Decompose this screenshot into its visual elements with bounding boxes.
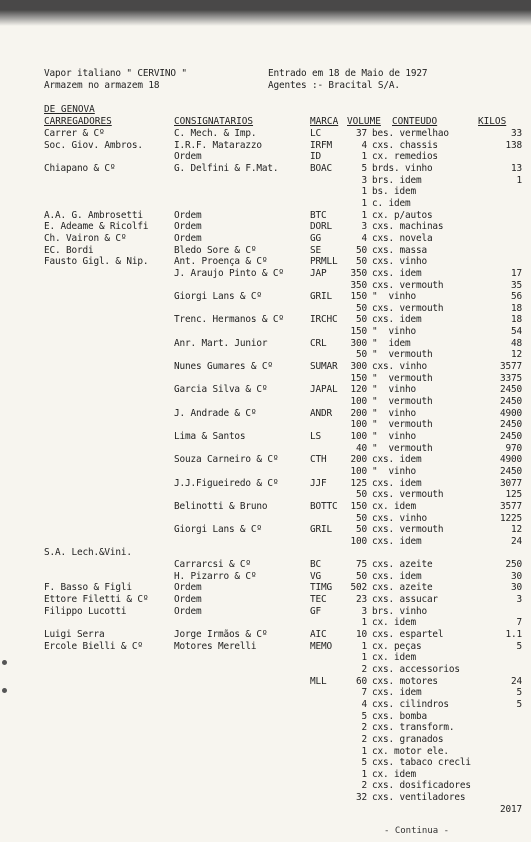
row-kilos: 35 [511, 279, 522, 291]
row-kilos: 7 [516, 617, 522, 629]
row-kilos: 18 [511, 314, 522, 326]
row-shipper: A.A. G. Ambrosetti [44, 209, 143, 221]
row-volume: 50 [356, 570, 367, 582]
port-of-origin: DE GENOVA [44, 104, 95, 115]
row-shipper: Ch. Vairon & Cº [44, 232, 127, 244]
row-content: c. idem [372, 197, 411, 209]
row-volume: 23 [356, 594, 367, 605]
row-content: cxs. idem [372, 687, 422, 699]
row-kilos: 54 [511, 326, 522, 338]
row-content: cx. idem [372, 500, 416, 512]
row-volume: 150 [350, 326, 367, 338]
row-volume: 1 [361, 617, 367, 629]
column-header-shipper: CARREGADORES [44, 116, 112, 127]
row-consignee: Ordem [174, 232, 202, 244]
row-shipper: EC. Bordi [44, 244, 94, 256]
row-kilos: 125 [505, 489, 522, 501]
row-volume: 350 [350, 267, 367, 279]
row-content: cxs. vinho [372, 361, 427, 372]
row-volume: 1 [361, 768, 367, 780]
row-content: " idem [372, 337, 411, 349]
row-shipper: Fausto Gigl. & Nip. [44, 256, 149, 268]
row-mark: BOTTC [310, 500, 338, 512]
row-content: cxs. vermouth [372, 279, 444, 291]
row-volume: 2 [361, 733, 367, 745]
row-volume: 2 [361, 663, 367, 675]
row-mark: MLL [310, 675, 327, 687]
row-content: cxs. vinho [372, 512, 427, 524]
row-kilos: 5 [516, 687, 522, 699]
row-volume: 2 [361, 722, 367, 734]
row-volume: 100 [350, 419, 367, 431]
row-volume: 2 [361, 780, 367, 792]
row-content: cxs. azeite [372, 559, 433, 570]
row-volume: 37 [356, 128, 367, 139]
row-content: cxs. bomba [372, 710, 427, 722]
row-kilos: 24 [511, 675, 522, 687]
row-consignee: Jorge Irmãos & Cº [174, 629, 268, 640]
row-volume: 50 [356, 302, 367, 314]
row-mark: BTC [310, 209, 327, 221]
row-kilos: 24 [511, 535, 522, 547]
row-kilos: 3 [516, 594, 522, 605]
row-content: cxs. tabaco crecli [372, 757, 471, 769]
row-content: cxs. vermouth [372, 302, 444, 314]
column-header-content: CONTEUDO [392, 116, 438, 127]
row-consignee: G. Delfini & F.Mat. [174, 162, 279, 174]
row-consignee: Souza Carneiro & Cº [174, 454, 279, 466]
row-consignee: I.R.F. Matarazzo [174, 139, 262, 151]
row-volume: 50 [356, 244, 367, 256]
row-volume: 50 [356, 489, 367, 501]
row-content: " vermouth [372, 349, 433, 361]
row-content: cxs. chassis [372, 139, 438, 151]
row-mark: SUMAR [310, 361, 338, 372]
row-consignee: Ordem [174, 221, 202, 233]
row-volume: 1 [361, 186, 367, 198]
row-volume: 1 [361, 197, 367, 209]
row-volume: 50 [356, 524, 367, 536]
row-content: " vinho [372, 430, 416, 442]
row-mark: VG [310, 570, 321, 582]
row-kilos: 12 [511, 524, 522, 536]
row-consignee: J.J.Figueiredo & Cº [174, 477, 279, 489]
row-kilos: 33 [511, 128, 522, 139]
row-volume: 125 [350, 477, 367, 489]
row-mark: SE [310, 244, 321, 256]
row-volume: 5 [361, 162, 367, 174]
row-kilos: 3577 [500, 361, 522, 372]
row-mark: JJF [310, 477, 327, 489]
row-content: cxs. motores [372, 675, 438, 687]
row-kilos: 2450 [500, 419, 522, 431]
row-kilos: 2450 [500, 384, 522, 396]
row-volume: 100 [350, 465, 367, 477]
row-content: cxs. vermouth [372, 489, 444, 501]
row-kilos: 2017 [500, 803, 522, 815]
row-kilos: 5 [516, 698, 522, 710]
row-consignee: Ant. Proença & Cº [174, 256, 268, 268]
row-consignee: J. Andrade & Cº [174, 407, 257, 419]
row-kilos: 3375 [500, 372, 522, 384]
row-content: cxs. transform. [372, 722, 455, 734]
row-content: cxs. cilindros [372, 698, 449, 710]
row-content: " vermouth [372, 372, 433, 384]
row-mark: CTH [310, 454, 327, 466]
row-content: " vinho [372, 465, 416, 477]
row-content: cxs. machinas [372, 221, 444, 233]
arrival-date: Entrado em 18 de Maio de 1927 [268, 68, 428, 79]
row-content: cxs. idem [372, 570, 422, 582]
row-volume: 100 [350, 395, 367, 407]
row-volume: 300 [350, 361, 367, 372]
row-kilos: 250 [505, 559, 522, 570]
row-consignee: Ordem [174, 594, 202, 605]
row-volume: 502 [350, 582, 367, 594]
row-kilos: 4900 [500, 407, 522, 419]
row-volume: 50 [356, 256, 367, 268]
row-shipper: Filippo Lucotti [44, 605, 127, 617]
row-volume: 50 [356, 314, 367, 326]
row-content: brs. idem [372, 174, 422, 186]
row-kilos: 2450 [500, 395, 522, 407]
row-kilos: 56 [511, 291, 522, 303]
row-kilos: 5 [516, 640, 522, 652]
row-content: " vinho [372, 326, 416, 338]
row-consignee: Carrarcsi & Cº [174, 559, 251, 570]
row-kilos: 30 [511, 570, 522, 582]
row-volume: 3 [361, 174, 367, 186]
row-volume: 1 [361, 151, 367, 163]
row-kilos: 17 [511, 267, 522, 279]
row-volume: 4 [361, 232, 367, 244]
row-content: cxs. assucar [372, 594, 438, 605]
row-mark: IRFM [310, 139, 332, 151]
row-kilos: 1225 [500, 512, 522, 524]
row-consignee: Belinotti & Bruno [174, 500, 268, 512]
row-content: cxs. novela [372, 232, 433, 244]
row-content: cxs. ventiladores [372, 792, 466, 804]
row-mark: MEMO [310, 640, 332, 652]
row-volume: 350 [350, 279, 367, 291]
row-content: cxs. dosificadores [372, 780, 471, 792]
row-consignee: Lima & Santos [174, 430, 246, 442]
row-content: cx. p/autos [372, 209, 433, 221]
row-content: cxs. idem [372, 314, 422, 326]
row-shipper: E. Adeame & Ricolfi [44, 221, 149, 233]
row-volume: 4 [361, 698, 367, 710]
row-volume: 50 [356, 512, 367, 524]
row-consignee: Garcia Silva & Cº [174, 384, 268, 396]
column-header-kilos: KILOS [478, 116, 507, 127]
row-consignee: Ordem [174, 582, 202, 594]
row-content: cxs. espartel [372, 629, 444, 640]
row-content: cx. motor ele. [372, 745, 449, 757]
row-volume: 1 [361, 209, 367, 221]
row-consignee: Trenc. Hermanos & Cº [174, 314, 284, 326]
row-consignee: J. Araujo Pinto & Cº [174, 267, 284, 279]
row-kilos: 48 [511, 337, 522, 349]
row-kilos: 12 [511, 349, 522, 361]
row-consignee: Nunes Gumares & Cº [174, 361, 273, 372]
row-volume: 40 [356, 442, 367, 454]
row-mark: TIMG [310, 582, 332, 594]
row-mark: ANDR [310, 407, 332, 419]
row-volume: 3 [361, 221, 367, 233]
row-mark: JAPAL [310, 384, 338, 396]
row-content: " vinho [372, 291, 416, 303]
row-mark: GRIL [310, 291, 332, 303]
row-volume: 75 [356, 559, 367, 570]
row-content: cx. idem [372, 652, 416, 664]
row-volume: 5 [361, 757, 367, 769]
punch-hole [2, 688, 7, 693]
row-mark: CRL [310, 337, 327, 349]
row-mark: BC [310, 559, 321, 570]
row-shipper: Luigi Serra [44, 629, 105, 640]
row-consignee: Ordem [174, 209, 202, 221]
row-mark: IRCHC [310, 314, 338, 326]
row-mark: DORL [310, 221, 332, 233]
row-mark: GRIL [310, 524, 332, 536]
row-volume: 100 [350, 535, 367, 547]
row-content: cxs. vermouth [372, 524, 444, 536]
warehouse: Armazem no armazem 18 [44, 80, 160, 91]
row-shipper: Chiapano & Cº [44, 162, 116, 174]
row-volume: 10 [356, 629, 367, 640]
column-header-mark: MARCA [310, 116, 339, 127]
row-volume: 60 [356, 675, 367, 687]
row-consignee: Ordem [174, 605, 202, 617]
row-kilos: 2450 [500, 430, 522, 442]
row-content: cx. idem [372, 768, 416, 780]
row-volume: 150 [350, 372, 367, 384]
row-consignee: Bledo Sore & Cº [174, 244, 257, 256]
row-content: bs. idem [372, 186, 416, 198]
row-content: cxs. massa [372, 244, 427, 256]
row-consignee: Giorgi Lans & Cº [174, 524, 262, 536]
row-volume: 200 [350, 454, 367, 466]
row-content: cxs. accessorios [372, 663, 460, 675]
row-volume: 150 [350, 500, 367, 512]
row-content: cx. remedios [372, 151, 438, 163]
row-mark: TEC [310, 594, 327, 605]
row-content: brs. vinho [372, 605, 427, 617]
row-volume: 7 [361, 687, 367, 699]
row-kilos: 30 [511, 582, 522, 594]
column-header-consignee: CONSIGNATARIOS [174, 116, 254, 127]
row-kilos: 3077 [500, 477, 522, 489]
row-content: " vinho [372, 407, 416, 419]
row-content: cx. idem [372, 617, 416, 629]
row-volume: 50 [356, 349, 367, 361]
vessel-name: Vapor italiano " CERVINO " [44, 68, 187, 79]
row-mark: AIC [310, 629, 327, 640]
punch-hole [2, 660, 7, 665]
row-content: cxs. granados [372, 733, 444, 745]
row-shipper: Ettore Filetti & Cº [44, 594, 149, 605]
row-consignee: Anr. Mart. Junior [174, 337, 268, 349]
row-volume: 100 [350, 430, 367, 442]
row-volume: 3 [361, 605, 367, 617]
row-volume: 4 [361, 139, 367, 151]
row-volume: 1 [361, 640, 367, 652]
row-mark: GF [310, 605, 321, 617]
row-mark: LC [310, 128, 321, 139]
row-content: cxs. idem [372, 454, 422, 466]
row-kilos: 4900 [500, 454, 522, 466]
row-mark: LS [310, 430, 321, 442]
row-consignee: H. Pizarro & Cº [174, 570, 257, 582]
row-kilos: 970 [505, 442, 522, 454]
row-kilos: 13 [511, 162, 522, 174]
row-content: " vermouth [372, 442, 433, 454]
row-volume: 150 [350, 291, 367, 303]
row-consignee: Giorgi Lans & Cº [174, 291, 262, 303]
row-content: cxs. idem [372, 267, 422, 279]
row-kilos: 18 [511, 302, 522, 314]
row-kilos: 2450 [500, 465, 522, 477]
row-kilos: 3577 [500, 500, 522, 512]
row-kilos: 1.1 [505, 629, 522, 640]
row-consignee: Ordem [174, 151, 202, 163]
row-shipper: Ercole Bielli & Cº [44, 640, 143, 652]
row-kilos: 1 [516, 174, 522, 186]
row-volume: 120 [350, 384, 367, 396]
row-content: brds. vinho [372, 162, 433, 174]
row-shipper: S.A. Lech.&Vini. [44, 547, 132, 559]
row-content: cxs. azeite [372, 582, 433, 594]
row-content: " vermouth [372, 419, 433, 431]
row-volume: 200 [350, 407, 367, 419]
agents: Agentes :- Bracital S/A. [268, 80, 400, 91]
row-volume: 1 [361, 745, 367, 757]
row-content: " vermouth [372, 395, 433, 407]
row-content: cxs. idem [372, 477, 422, 489]
row-content: bes. vermelhao [372, 128, 449, 139]
row-volume: 300 [350, 337, 367, 349]
column-header-volume: VOLUME [347, 116, 381, 127]
row-content: cxs. idem [372, 535, 422, 547]
row-mark: ID [310, 151, 321, 163]
row-consignee: C. Mech. & Imp. [174, 128, 257, 139]
row-mark: GG [310, 232, 321, 244]
row-shipper: F. Basso & Figli [44, 582, 132, 594]
row-kilos: 138 [505, 139, 522, 151]
row-content: " vinho [372, 384, 416, 396]
continues-note: - Continua - [384, 826, 450, 836]
row-content: cxs. vinho [372, 256, 427, 268]
row-content: cx. peças [372, 640, 422, 652]
row-consignee: Motores Merelli [174, 640, 257, 652]
row-shipper: Soc. Giov. Ambros. [44, 139, 143, 151]
row-mark: JAP [310, 267, 327, 279]
row-mark: PRMLL [310, 256, 338, 268]
row-mark: BOAC [310, 162, 332, 174]
row-volume: 5 [361, 710, 367, 722]
row-volume: 32 [356, 792, 367, 804]
row-shipper: Carrer & Cº [44, 128, 105, 139]
row-volume: 1 [361, 652, 367, 664]
scan-top-edge [0, 0, 531, 26]
